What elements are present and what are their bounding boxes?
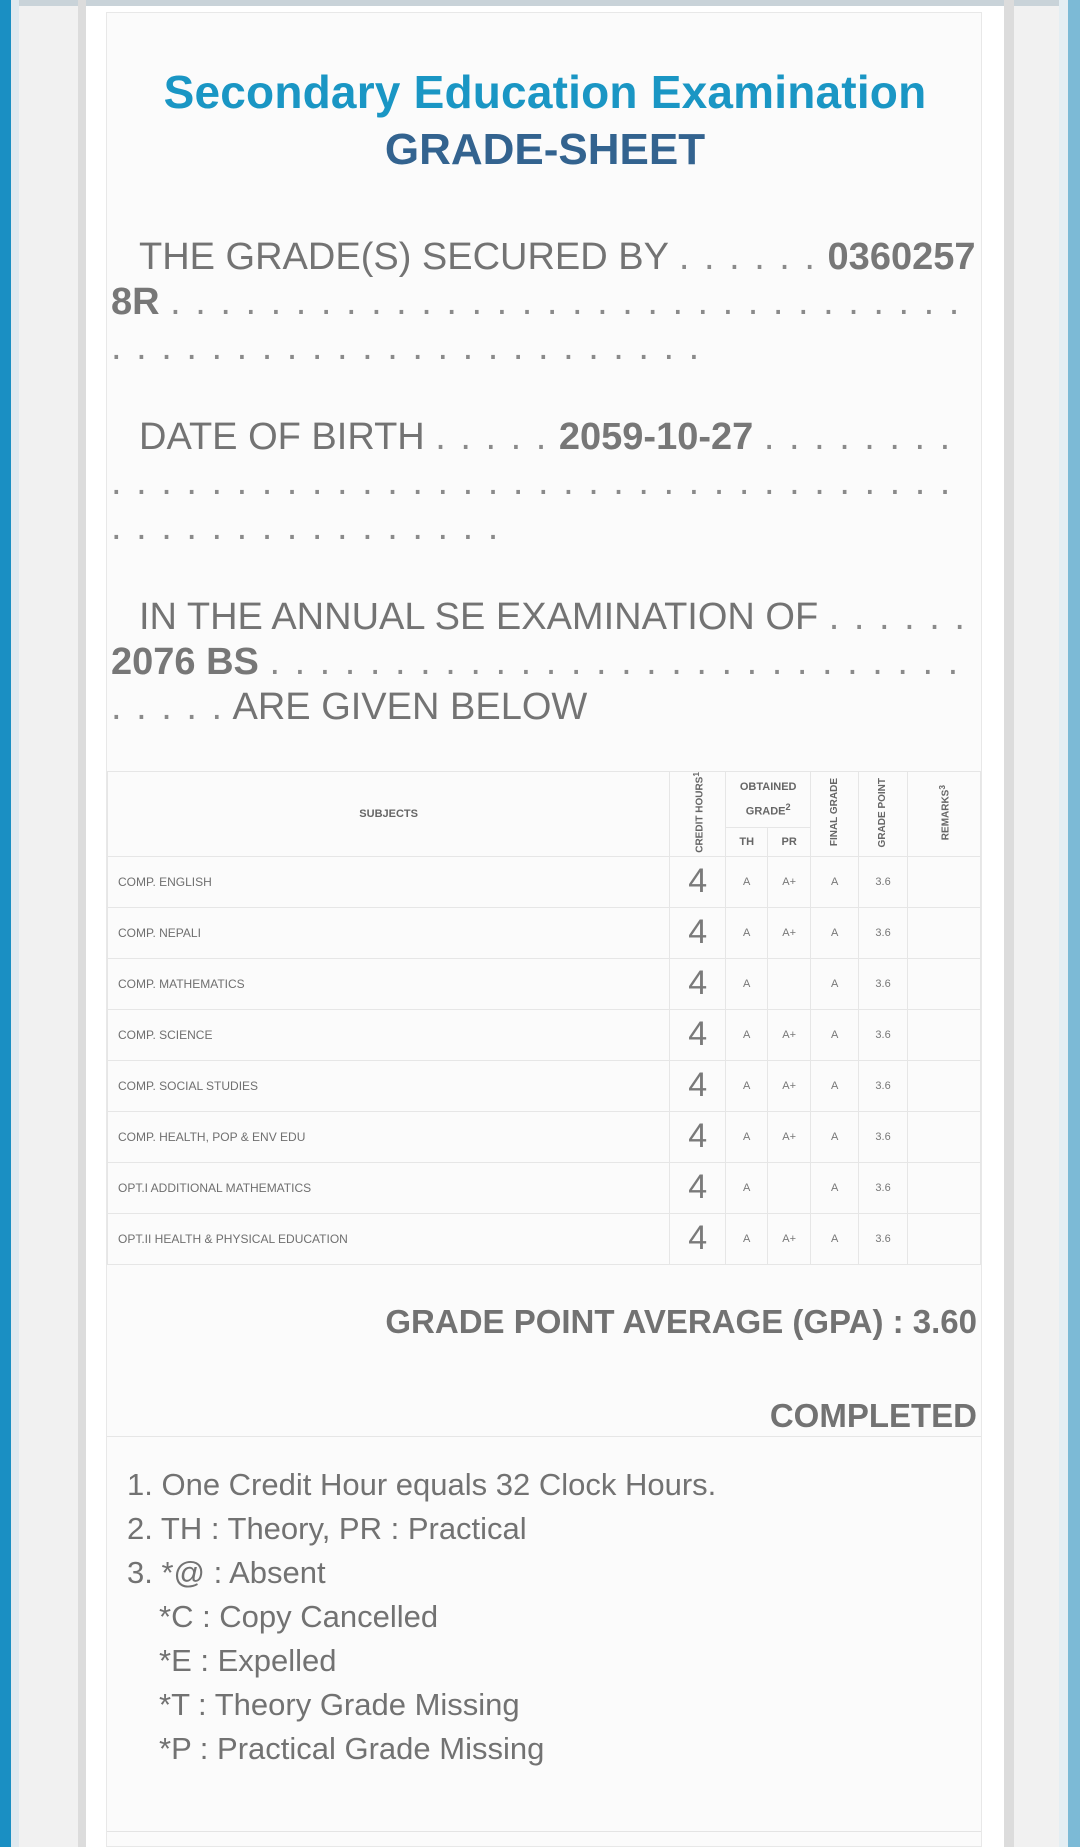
credit-hours-cell: 4 <box>670 958 726 1009</box>
remarks-header: REMARKS$^3$ <box>908 772 981 857</box>
right-edge-bar-inner <box>1059 0 1068 1847</box>
page <box>86 6 1004 1847</box>
dob-trail-dots: . . . . . . . . . . . . . . . . . . . . . . . . . . . . . . . . . . . . . . . . . . . . . . . . . . . . . . . . . . <box>111 416 953 548</box>
gpa-summary: GRADE POINT AVERAGE (GPA) : 3.60 <box>385 1303 977 1340</box>
final-grade-cell: A <box>811 1213 859 1264</box>
bottom-divider <box>107 1831 981 1832</box>
table-row <box>108 958 981 1009</box>
grades-table <box>107 771 981 1265</box>
dob-label: DATE OF BIRTH <box>139 416 425 458</box>
grade-point-cell: 3.6 <box>859 1213 908 1264</box>
obtained-grade-header: OBTAINED GRADE$^2$ <box>726 772 811 828</box>
grade-sheet <box>106 12 982 1847</box>
table-row <box>108 1162 981 1213</box>
final-grade-cell: A <box>811 856 859 907</box>
credit-hours-cell: 4 <box>670 856 726 907</box>
exam-suffix: ARE GIVEN BELOW <box>232 686 588 728</box>
exam-label: IN THE ANNUAL SE EXAMINATION OF <box>139 596 819 638</box>
page-shadow-left <box>78 0 86 1847</box>
dob-line <box>111 415 977 550</box>
credit-hours-cell: 4 <box>670 1111 726 1162</box>
grade-point-cell: 3.6 <box>859 1162 908 1213</box>
table-row <box>108 1060 981 1111</box>
table-row <box>108 856 981 907</box>
exam-lead-dots: . . . . . . <box>828 596 967 638</box>
table-header-row <box>108 772 981 828</box>
remarks-cell <box>908 1213 981 1264</box>
theory-grade-cell: A <box>726 907 768 958</box>
practical-grade-cell: A+ <box>768 856 811 907</box>
secured-by-label: THE GRADE(S) SECURED BY <box>139 236 669 278</box>
practical-grade-cell <box>768 958 811 1009</box>
practical-grade-cell: A+ <box>768 907 811 958</box>
right-edge-bar <box>1068 0 1080 1847</box>
practical-grade-cell <box>768 1162 811 1213</box>
note-item: *P : Practical Grade Missing <box>159 1731 545 1766</box>
table-row <box>108 1009 981 1060</box>
credit-hours-cell: 4 <box>670 907 726 958</box>
grade-point-cell: 3.6 <box>859 856 908 907</box>
secured-by-trail-dots: . . . . . . . . . . . . . . . . . . . . . . . . . . . . . . . . . . . . . . . . . . . . . . . . . . . . . . . . <box>111 281 962 368</box>
remarks-cell <box>908 1060 981 1111</box>
practical-grade-cell: A+ <box>768 1060 811 1111</box>
page-shadow-right <box>1004 0 1014 1847</box>
theory-grade-cell: A <box>726 1111 768 1162</box>
note-item: *E : Expelled <box>159 1643 337 1678</box>
credit-hours-header: CREDIT HOURS$^1$ <box>670 772 726 857</box>
remarks-cell <box>908 1162 981 1213</box>
final-grade-cell: A <box>811 1060 859 1111</box>
remarks-cell <box>908 1111 981 1162</box>
exam-trail-dots: . . . . . . . . . . . . . . . . . . . . . . . . . . . . . . . . . <box>111 641 961 728</box>
practical-grade-cell: A+ <box>768 1213 811 1264</box>
grade-point-header: GRADE POINT <box>859 772 908 857</box>
final-grade-header: FINAL GRADE <box>811 772 859 857</box>
left-edge-bar-inner <box>11 0 19 1847</box>
theory-grade-cell: A <box>726 958 768 1009</box>
credit-hours-cell: 4 <box>670 1009 726 1060</box>
pr-header: PR <box>768 827 811 856</box>
subjects-header: SUBJECTS <box>108 772 670 857</box>
secured-by-line <box>111 235 977 370</box>
subject-cell: COMP. SOCIAL STUDIES <box>108 1060 670 1111</box>
symbol-number: 03602578R <box>111 236 976 323</box>
table-row <box>108 907 981 958</box>
remarks-cell <box>908 907 981 958</box>
subject-cell: COMP. HEALTH, POP & ENV EDU <box>108 1111 670 1162</box>
theory-grade-cell: A <box>726 1213 768 1264</box>
grade-point-cell: 3.6 <box>859 907 908 958</box>
secured-by-lead-dots: . . . . . . <box>678 236 817 278</box>
subject-cell: OPT.II HEALTH & PHYSICAL EDUCATION <box>108 1213 670 1264</box>
exam-year: 2076 BS <box>111 641 259 683</box>
dob-lead-dots: . . . . . <box>435 416 549 458</box>
grade-point-cell: 3.6 <box>859 1111 908 1162</box>
theory-grade-cell: A <box>726 1009 768 1060</box>
theory-grade-cell: A <box>726 1060 768 1111</box>
note-item: *T : Theory Grade Missing <box>159 1687 520 1722</box>
final-grade-cell: A <box>811 907 859 958</box>
subject-cell: COMP. ENGLISH <box>108 856 670 907</box>
remarks-cell <box>908 856 981 907</box>
theory-grade-cell: A <box>726 1162 768 1213</box>
subject-cell: COMP. NEPALI <box>108 907 670 958</box>
final-grade-cell: A <box>811 1111 859 1162</box>
dob-value: 2059-10-27 <box>558 416 754 458</box>
final-grade-cell: A <box>811 958 859 1009</box>
grade-point-cell: 3.6 <box>859 1060 908 1111</box>
credit-hours-cell: 4 <box>670 1162 726 1213</box>
divider <box>107 1436 981 1437</box>
note-item: 1. One Credit Hour equals 32 Clock Hours. <box>127 1467 717 1502</box>
remarks-cell <box>908 1009 981 1060</box>
final-grade-cell: A <box>811 1162 859 1213</box>
table-row <box>108 1111 981 1162</box>
subject-cell: OPT.I ADDITIONAL MATHEMATICS <box>108 1162 670 1213</box>
remarks-cell <box>908 958 981 1009</box>
result-status: COMPLETED <box>769 1397 977 1434</box>
left-edge-bar <box>0 0 11 1847</box>
notes-list <box>127 1463 716 1771</box>
note-item: *C : Copy Cancelled <box>159 1599 439 1634</box>
theory-grade-cell: A <box>726 856 768 907</box>
practical-grade-cell: A+ <box>768 1111 811 1162</box>
final-grade-cell: A <box>811 1009 859 1060</box>
exam-title: Secondary Education Examination <box>163 66 927 118</box>
note-item: 2. TH : Theory, PR : Practical <box>127 1511 527 1546</box>
exam-line <box>111 595 977 730</box>
subject-cell: COMP. SCIENCE <box>108 1009 670 1060</box>
table-row <box>108 1213 981 1264</box>
th-header: TH <box>726 827 768 856</box>
note-item: 3. *@ : Absent <box>127 1555 326 1590</box>
sheet-title: GRADE-SHEET <box>384 125 706 174</box>
practical-grade-cell: A+ <box>768 1009 811 1060</box>
credit-hours-cell: 4 <box>670 1060 726 1111</box>
subject-cell: COMP. MATHEMATICS <box>108 958 670 1009</box>
credit-hours-cell: 4 <box>670 1213 726 1264</box>
grade-point-cell: 3.6 <box>859 958 908 1009</box>
grade-point-cell: 3.6 <box>859 1009 908 1060</box>
